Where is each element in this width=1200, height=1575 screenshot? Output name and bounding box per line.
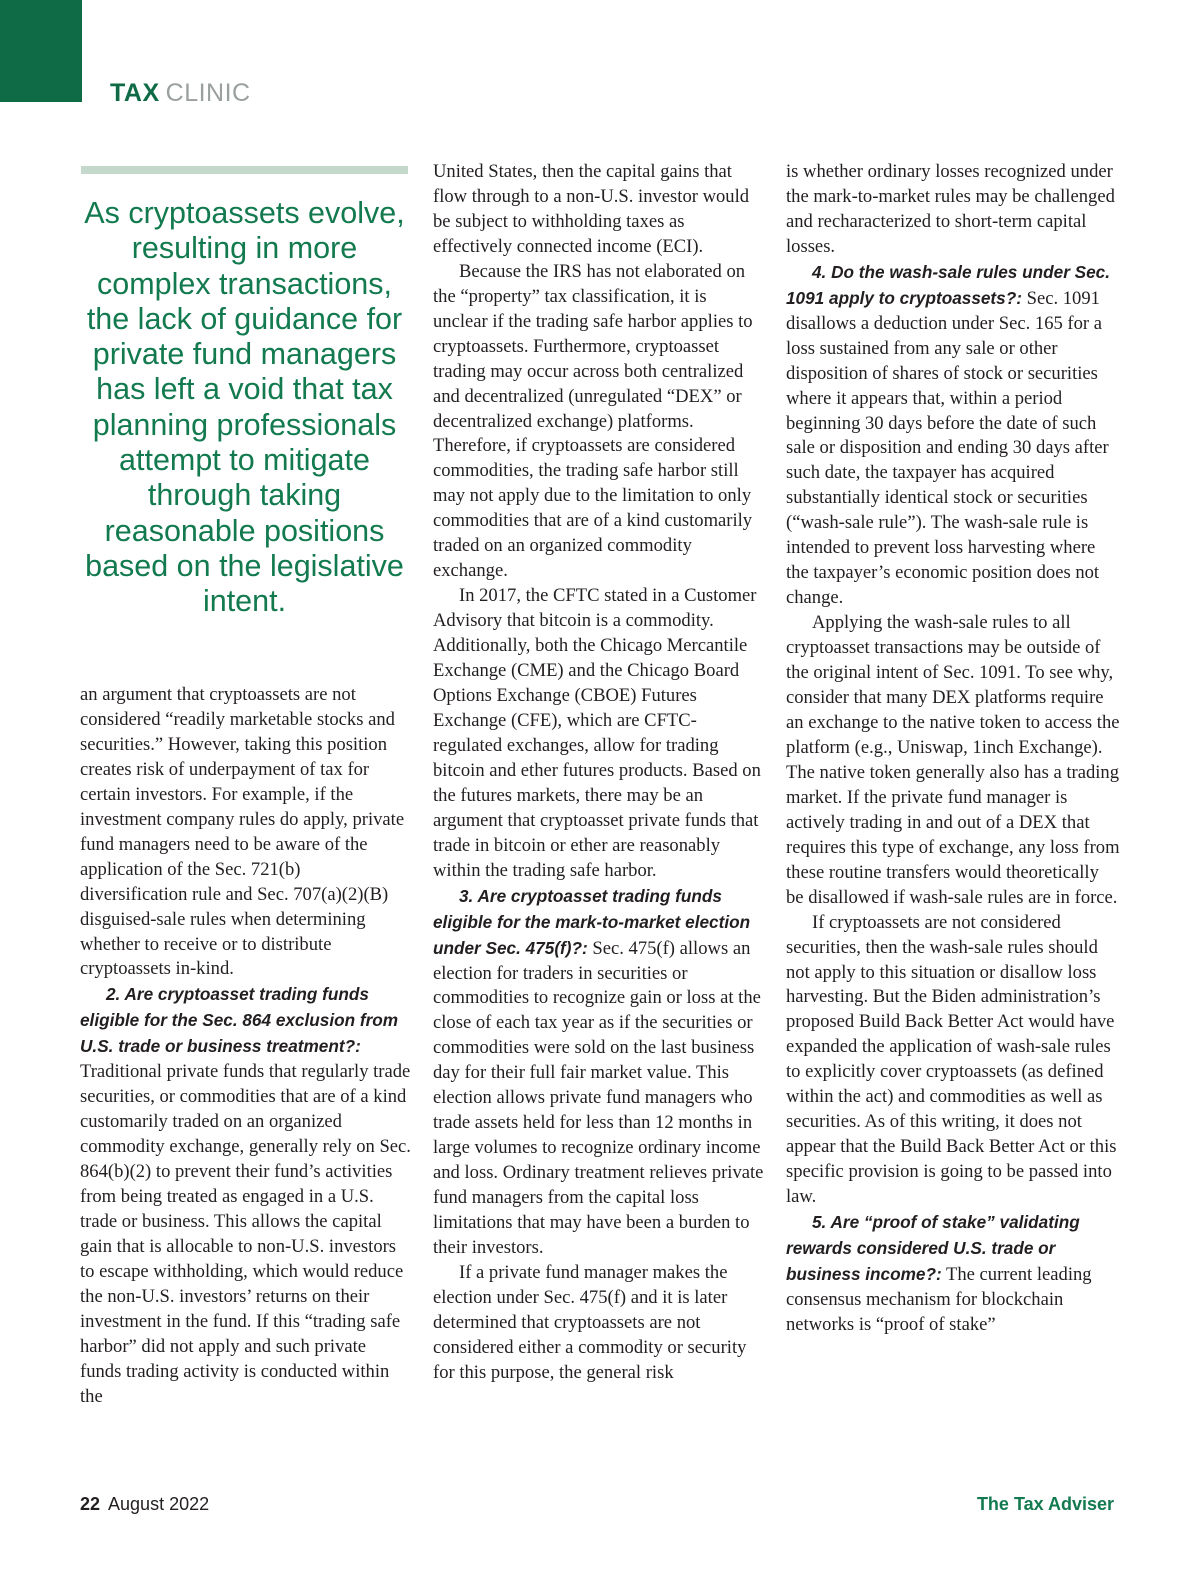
section-header-light: CLINIC <box>165 79 251 107</box>
question-4-text: Sec. 1091 disallows a deduction under Sec. 165 for a loss sustained from any sale or other disposition of shares of stock or securities where it appears that, within a period beginning 30 days before the date of such sale or disposition and ending 30 days after such date, the taxpayer has acquired substantially identical stock or securities (“wash-sale rule”). The wash-sale rule is intended to prevent loss harvesting where the taxpayer’s economic position does not change. <box>786 287 1109 609</box>
paragraph: If a private fund manager makes the election under Sec. 475(f) and it is later determined that cryptoassets are not considered either a commodity or security for this purpose, the general risk <box>433 1261 747 1383</box>
question-2-heading: 2. Are cryptoasset trading funds eligible for the Sec. 864 exclusion from U.S. trade or business treatment?: <box>80 984 399 1057</box>
paragraph: an argument that cryptoassets are not considered “readily marketable stocks and securities.” However, taking this position creates risk of underpayment of tax for certain investors. For example, if the investment company rules do apply, private fund managers need to be aware of the application of the Sec. 721(b) diversification rule and Sec. 707(a)(2)(B) disguised-sale rules when determining whether to receive or to distribute cryptoassets in-kind. <box>80 684 405 980</box>
section-header-bold: TAX <box>110 79 160 107</box>
page-number: 22 <box>80 1494 101 1514</box>
paragraph: Because the IRS has not elaborated on the “property” tax classification, it is unclear if the trading safe harbor applies to cryptoassets. Furthermore, cryptoasset trading may occur across both centralized and decentralized (unregulated “DEX” or decentralized exchange) platforms. Therefore, if cryptoassets are considered commodities, the trading safe harbor still may not apply due to the limitation to only commodities that are of a kind customarily traded on an organized commodity exchange. <box>433 260 753 582</box>
paragraph: is whether ordinary losses recognized under the mark-to-market rules may be challenged and recharacterized to short-term capital losses. <box>786 161 1115 257</box>
paragraph: Applying the wash-sale rules to all cryptoasset transactions may be outside of the original intent of Sec. 1091. To see why, consider that many DEX platforms require an exchange to the native token to access the platform (e.g., Uniswap, 1inch Exchange). The native token generally also has a trading market. If the private fund manager is actively trading in and out of a DEX that requires this type of exchange, any loss from these routine transfers would theoretically be disallowed if wash-sale rules are in force. <box>786 612 1120 908</box>
section-header <box>110 78 251 108</box>
question-5-paragraph <box>786 1210 1120 1338</box>
corner-color-block <box>0 0 82 102</box>
paragraph: If cryptoassets are not considered securities, then the wash-sale rules should not apply to this situation or disallow loss harvesting. But the Biden administration’s proposed Build Back Better Act would have expanded the application of wash-sale rules to explicitly cover cryptoassets (as defined within the act) and commodities as well as securities. As of this writing, it does not appear that the Build Back Better Act or this specific provision is going to be passed into law. <box>786 911 1117 1208</box>
column-1 <box>80 683 412 1410</box>
question-3-paragraph <box>433 884 765 1261</box>
question-5-text: The current leading consensus mechanism for blockchain networks is “proof of stake” <box>786 1263 1092 1335</box>
pull-quote: As cryptoassets evolve, resulting in more complex transactions, the lack of guidance for private fund managers has left a void that tax planning professionals attempt to mitigate through taking reasonable positions based on the legislative intent. <box>84 196 405 619</box>
column-3 <box>786 160 1120 1338</box>
question-4-paragraph <box>786 260 1120 611</box>
publication-name: The Tax Adviser <box>976 1494 1114 1514</box>
question-3-heading: 3. Are cryptoasset trading funds eligible for the mark-to-market election under Sec. 475(f)?: <box>433 885 751 958</box>
issue-date: August 2022 <box>108 1494 210 1514</box>
question-3-text: Sec. 475(f) allows an election for traders in securities or commodities to recognize gain or loss at the close of each tax year as if the securities or commodities were sold on the last business day for their full fair market value. This election allows private fund managers who trade assets held for less than 12 months in large volumes to recognize ordinary income and loss. Ordinary treatment relieves private fund managers from the capital loss limitations that may have been a burden to their investors. <box>433 937 764 1258</box>
paragraph: United States, then the capital gains that flow through to a non-U.S. investor would be subject to withholding taxes as effectively connected income (ECI). <box>433 161 750 257</box>
column-2 <box>433 160 765 1386</box>
question-5-heading: 5. Are “proof of stake” validating rewards considered U.S. trade or business income?: <box>786 1212 1080 1284</box>
footer-page-info <box>80 1494 209 1515</box>
paragraph: In 2017, the CFTC stated in a Customer Advisory that bitcoin is a commodity. Additionally, both the Chicago Mercantile Exchange (CME) and the Chicago Board Options Exchange (CBOE) Futures Exchange (CFE), which are CFTC-regulated exchanges, allow for trading bitcoin and ether futures products. Based on the futures markets, there may be an argument that cryptoasset private funds that trade in bitcoin or ether are reasonably within the trading safe harbor. <box>433 585 761 881</box>
pull-quote-rule <box>81 166 408 174</box>
question-4-heading: 4. Do the wash-sale rules under Sec. 1091 apply to cryptoassets?: <box>786 261 1111 308</box>
question-2-paragraph <box>80 982 412 1409</box>
question-2-text: Traditional private funds that regularly trade securities, or commodities that are of a kind customarily traded on an organized commodity exchange, generally rely on Sec. 864(b)(2) to prevent their fund’s activities from being treated as engaged in a U.S. trade or business. This allows the capital gain that is allocable to non-U.S. investors to escape withholding, which would reduce the non-U.S. investors’ returns on their investment in the fund. If this “trading safe harbor” did not apply and such private funds trading activity is conducted within the <box>80 1061 411 1407</box>
